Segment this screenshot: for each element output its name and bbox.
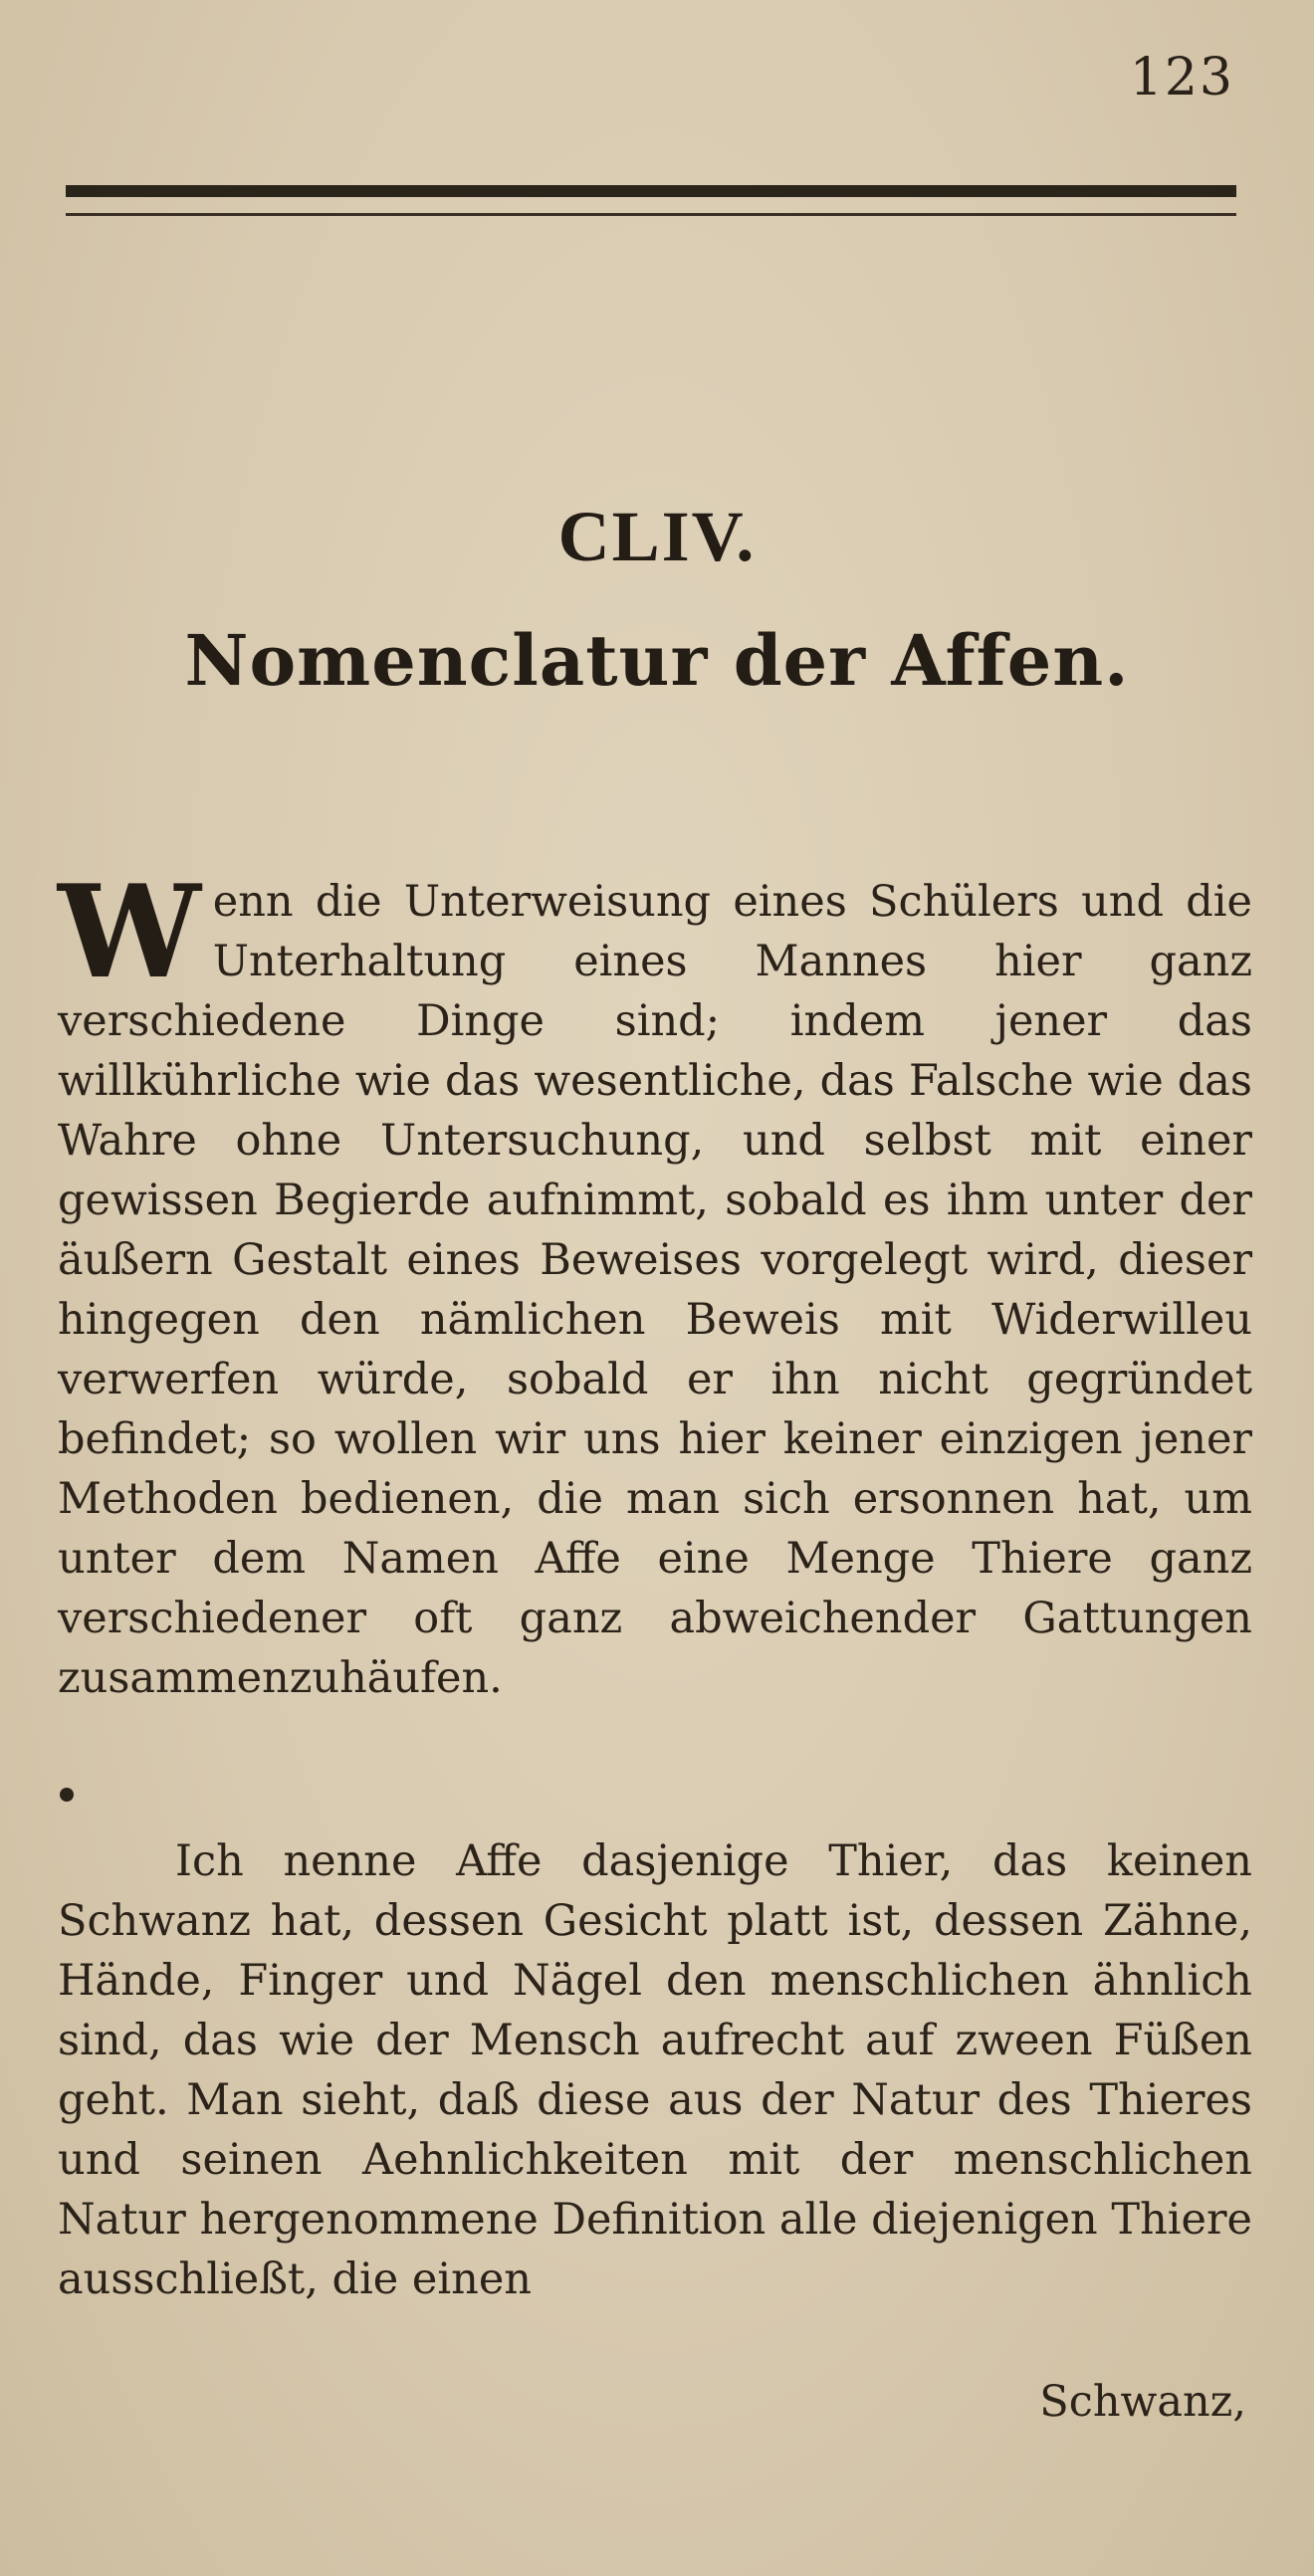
chapter-title: Nomenclatur der Affen. xyxy=(184,619,1130,702)
paragraph-1 xyxy=(58,858,1252,1708)
header-rule-thin xyxy=(66,213,1236,216)
page-number: 123 xyxy=(1129,48,1234,107)
ink-speck xyxy=(60,1788,74,1802)
paragraph-2 xyxy=(58,1831,1252,2309)
paragraph-1-text: enn die Unterweisung eines Schülers und die Unterhaltung eines Mannes hier ganz verschiedene Dinge sind; indem jener das willkührliche wie das wesentliche, das Falsche wie das Wahre ohne Untersuchung, und selbst mit einer gewissen Begierde aufnimmt, sobald es ihm unter der äußern Gestalt eines Beweises vorgelegt wird, dieser hingegen den nämlichen Beweis mit Widerwilleu verwerfen würde, sobald er ihn nicht gegründet befindet; so wollen wir uns hier keiner einzigen jener Methoden bedienen, die man sich ersonnen hat, um unter dem Namen Affe eine Menge Thiere ganz verschiedener oft ganz abweichender Gattungen zusammenzuhäufen. xyxy=(58,877,1252,1703)
catchword: Schwanz, xyxy=(1039,2377,1246,2427)
header-rule-thick xyxy=(66,185,1236,197)
paragraph-2-text: Ich nenne Affe dasjenige Thier, das keinen Schwanz hat, dessen Gesicht platt ist, dessen Zähne, Hände, Finger und Nägel den menschlichen ähnlich sind, das wie der Mensch aufrecht auf zween Füßen geht. Man sieht, daß diese aus der Natur des Thieres und seinen Aehnlichkeiten mit der menschlichen Natur hergenommene Definition alle diejenigen Thiere ausschließt, die einen xyxy=(58,1836,1252,2304)
chapter-number: CLIV. xyxy=(557,497,757,576)
drop-cap-initial: W xyxy=(58,858,201,1007)
